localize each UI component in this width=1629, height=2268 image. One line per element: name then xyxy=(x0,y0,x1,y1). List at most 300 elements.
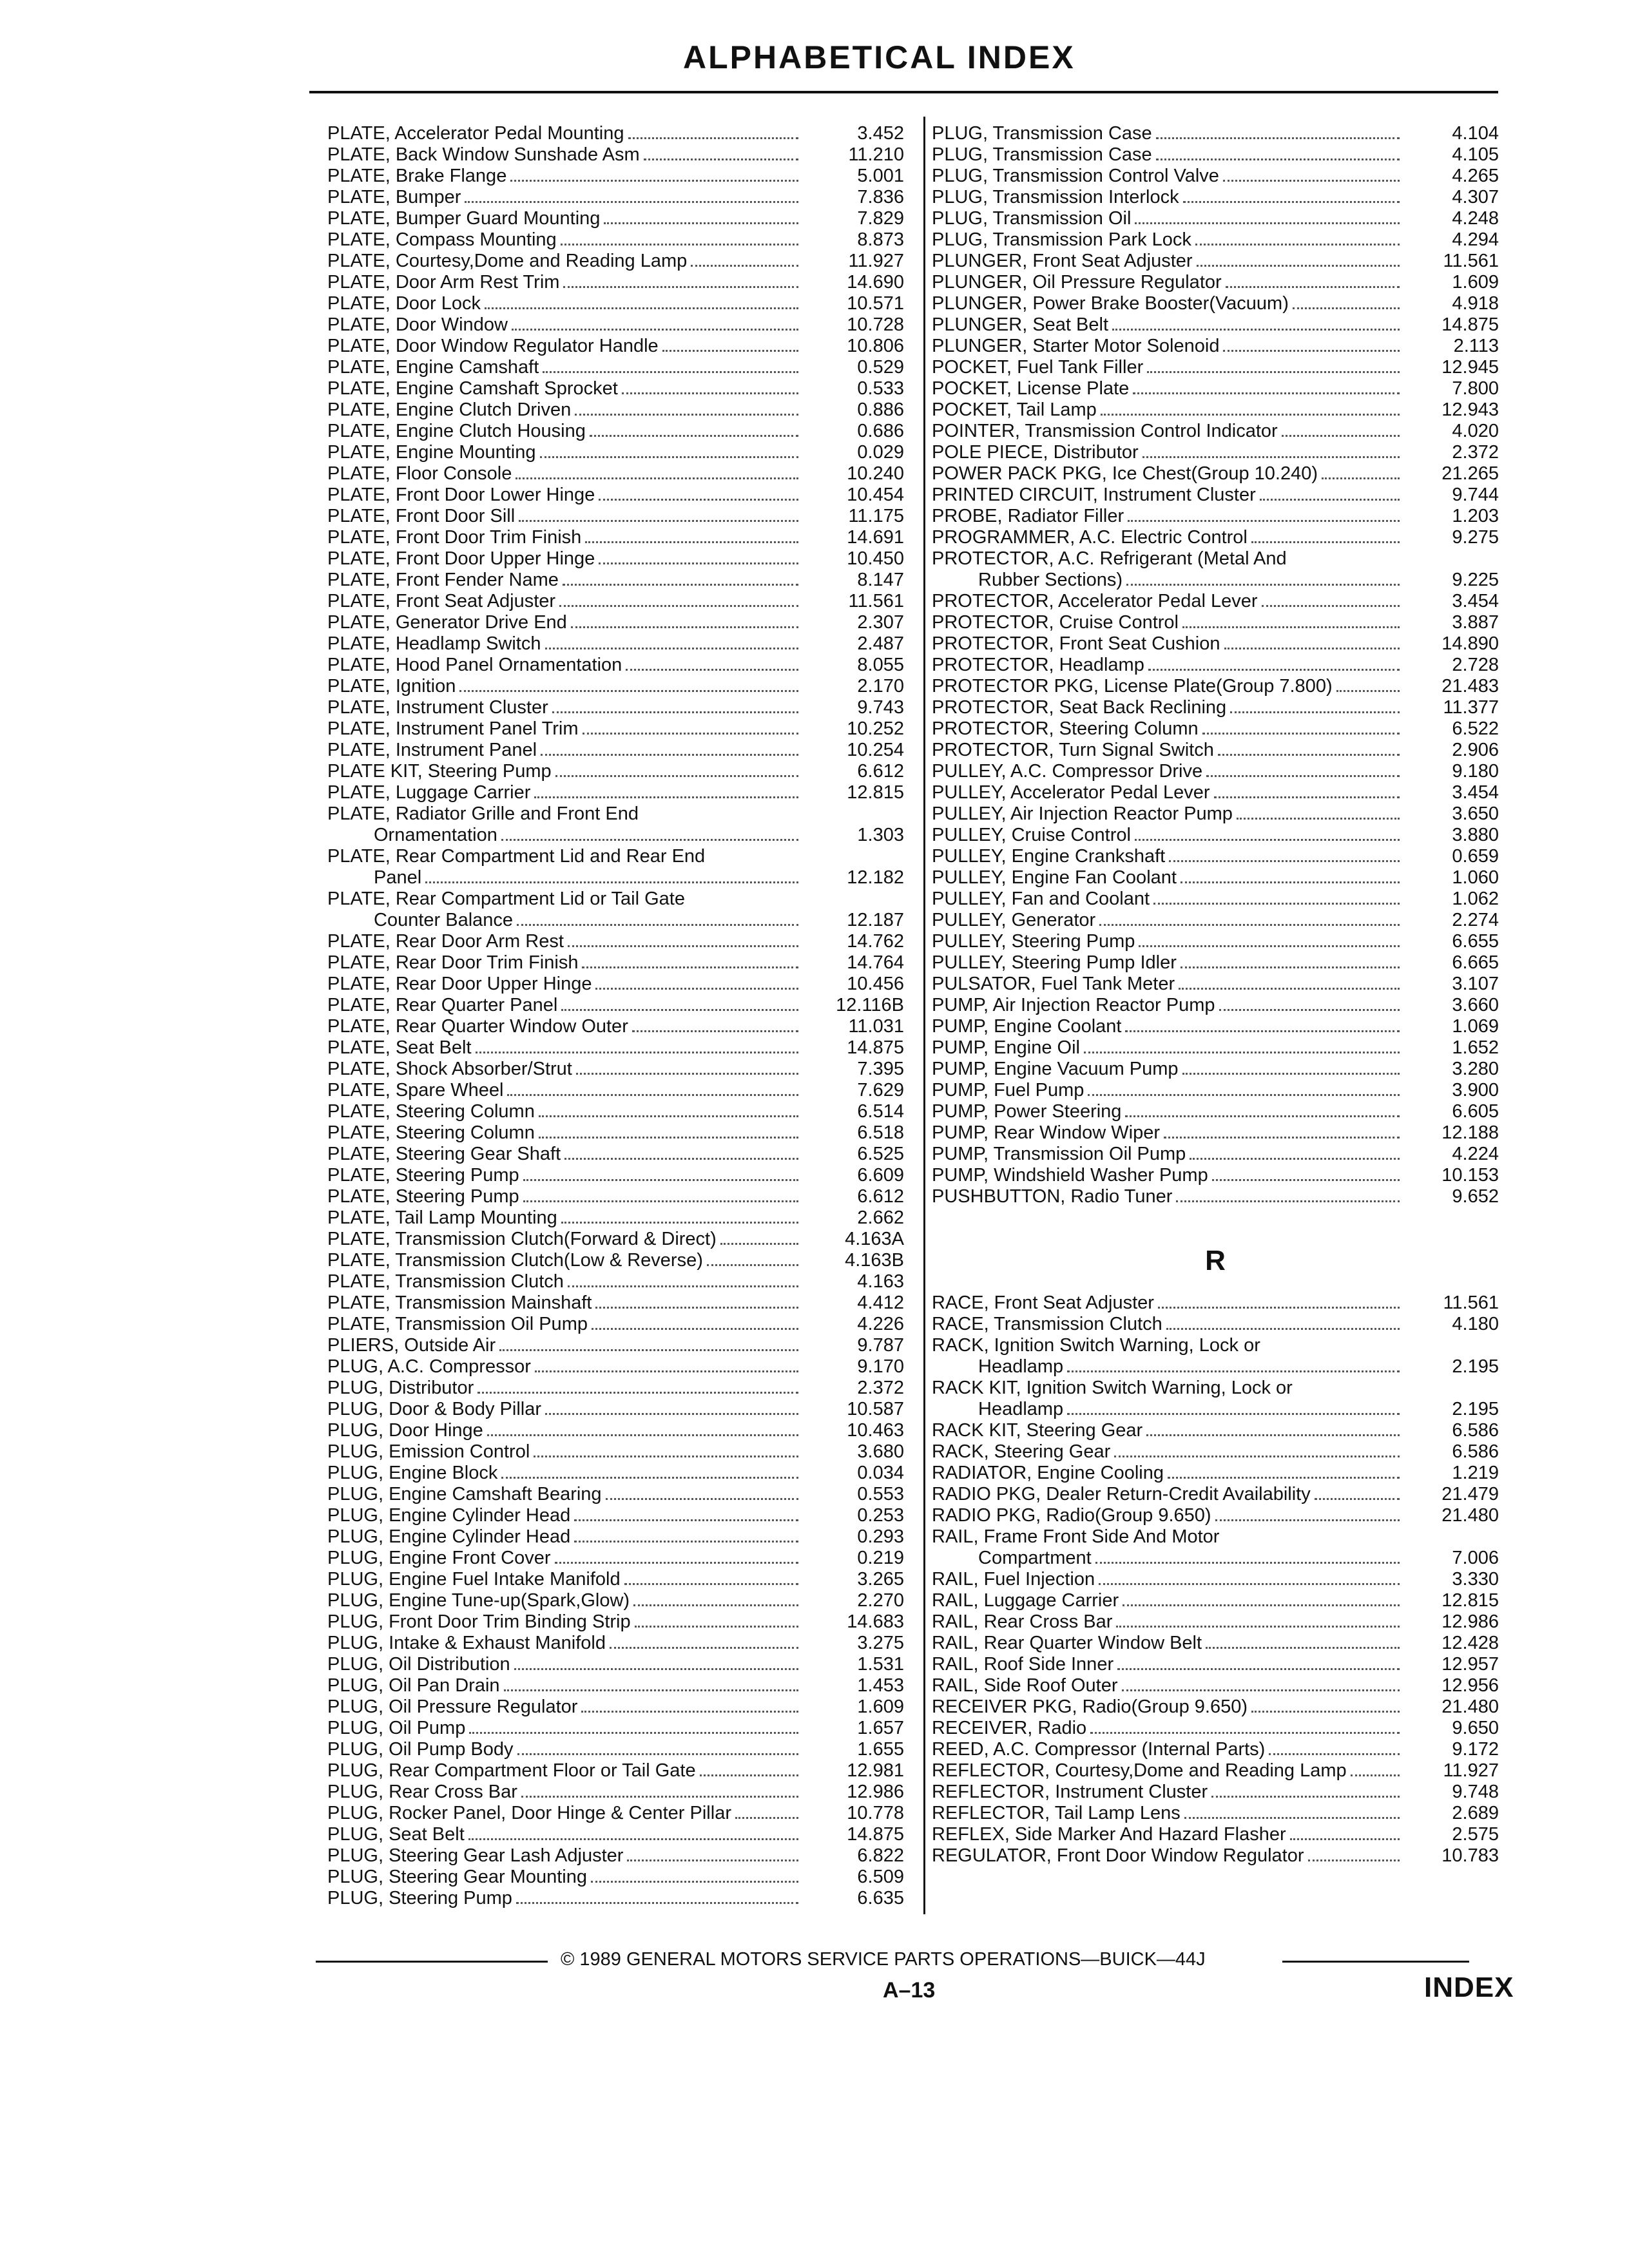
index-entry xyxy=(327,506,904,527)
index-entry xyxy=(932,633,1499,655)
entry-text: PROTECTOR, Headlamp xyxy=(932,655,1144,675)
leader-dots xyxy=(512,314,798,331)
entry-text: RECEIVER, Radio xyxy=(932,1718,1087,1738)
leader-dots xyxy=(1117,1654,1400,1670)
entry-text: PLATE KIT, Steering Pump xyxy=(327,761,552,782)
leader-dots xyxy=(1112,314,1400,331)
entry-text: PLATE, Compass Mounting xyxy=(327,229,557,250)
entry-text: PLATE, Bumper Guard Mounting xyxy=(327,208,601,229)
entry-page: 4.918 xyxy=(1452,293,1499,314)
entry-text: PLUG, Transmission Interlock xyxy=(932,187,1179,207)
leader-dots xyxy=(545,633,799,649)
leader-dots xyxy=(1195,229,1400,245)
leader-dots xyxy=(1223,1526,1400,1541)
entry-page: 0.686 xyxy=(857,421,904,441)
index-entry xyxy=(327,1059,904,1080)
index-entry xyxy=(932,1378,1499,1399)
page-title: ALPHABETICAL INDEX xyxy=(683,39,1075,75)
entry-text: PLATE, Engine Clutch Housing xyxy=(327,421,586,441)
leader-dots xyxy=(514,1654,798,1670)
leader-dots xyxy=(425,867,798,883)
leader-dots xyxy=(1156,123,1400,139)
index-entry xyxy=(327,1378,904,1399)
entry-text: PLUG, Engine Fuel Intake Manifold xyxy=(327,1569,621,1590)
leader-dots xyxy=(700,1760,798,1776)
entry-text: PLATE, Instrument Panel Trim xyxy=(327,718,579,739)
entry-page: 3.660 xyxy=(1452,995,1499,1015)
leader-dots xyxy=(1202,718,1400,735)
entry-page: 12.986 xyxy=(1441,1611,1499,1632)
entry-text: PLUG, Transmission Oil xyxy=(932,208,1132,229)
entry-text: RAIL, Rear Cross Bar xyxy=(932,1611,1113,1632)
entry-page: 14.890 xyxy=(1441,633,1499,654)
entry-text: PLUG, Steering Pump xyxy=(327,1888,512,1908)
entry-page: 1.060 xyxy=(1452,867,1499,888)
leader-dots xyxy=(1125,1101,1400,1117)
entry-text: PLUG, Rear Cross Bar xyxy=(327,1782,517,1802)
entry-page: 11.561 xyxy=(1443,1293,1499,1313)
leader-dots xyxy=(1223,166,1400,182)
entry-page: 1.652 xyxy=(1452,1037,1499,1058)
index-entry xyxy=(327,251,904,272)
index-entry xyxy=(932,676,1499,697)
entry-page: 4.265 xyxy=(1452,166,1499,186)
index-entry xyxy=(932,378,1499,399)
leader-dots xyxy=(1351,1760,1400,1776)
entry-page: 4.224 xyxy=(1452,1144,1499,1164)
entry-page: 2.689 xyxy=(1452,1803,1499,1823)
entry-text: PLATE, Seat Belt xyxy=(327,1037,472,1058)
entry-text: PLUG, Transmission Park Lock xyxy=(932,229,1191,250)
index-entry xyxy=(327,1739,904,1760)
index-entry xyxy=(932,1293,1499,1314)
leader-dots xyxy=(555,761,798,777)
leader-dots xyxy=(1190,1144,1400,1160)
entry-page: 6.612 xyxy=(857,1186,904,1207)
entry-page: 10.571 xyxy=(847,293,904,314)
entry-text: PLATE, Transmission Clutch(Low & Reverse) xyxy=(327,1250,703,1271)
entry-text: PLATE, Steering Pump xyxy=(327,1186,519,1207)
leader-dots xyxy=(499,1335,798,1351)
index-entry xyxy=(932,1760,1499,1782)
entry-text: PUMP, Engine Oil xyxy=(932,1037,1080,1058)
index-entry xyxy=(327,1101,904,1122)
leader-dots xyxy=(1095,1548,1400,1564)
entry-text: PULLEY, Fan and Coolant xyxy=(932,889,1150,909)
entry-text: PLATE, Headlamp Switch xyxy=(327,633,541,654)
leader-dots xyxy=(707,1250,798,1266)
index-entry xyxy=(327,1186,904,1207)
index-entry xyxy=(932,187,1499,208)
entry-page: 10.456 xyxy=(847,974,904,994)
entry-page: 1.609 xyxy=(1452,272,1499,293)
entry-page: 3.680 xyxy=(857,1441,904,1462)
leader-dots xyxy=(1269,1739,1400,1755)
leader-dots xyxy=(720,1229,798,1245)
entry-text: PLUG, Seat Belt xyxy=(327,1824,465,1845)
entry-text: Headlamp xyxy=(978,1399,1064,1419)
entry-text: PLATE, Back Window Sunshade Asm xyxy=(327,144,640,165)
entry-page: 0.293 xyxy=(857,1526,904,1547)
entry-text: PROTECTOR, Steering Column xyxy=(932,718,1199,739)
index-entry xyxy=(327,527,904,548)
leader-dots xyxy=(1125,1016,1400,1032)
leader-dots xyxy=(691,251,798,267)
index-entry xyxy=(327,1782,904,1803)
entry-text: PLUG, A.C. Compressor xyxy=(327,1356,531,1377)
entry-page: 3.275 xyxy=(857,1633,904,1653)
entry-page: 3.330 xyxy=(1452,1569,1499,1590)
entry-page: 2.195 xyxy=(1452,1399,1499,1419)
leader-dots xyxy=(1135,825,1400,841)
index-entry xyxy=(932,1122,1499,1144)
leader-dots xyxy=(1099,1569,1400,1585)
entry-text: PLATE, Front Fender Name xyxy=(327,570,559,590)
entry-text: PULLEY, Accelerator Pedal Lever xyxy=(932,782,1210,803)
entry-text: PLATE, Front Door Trim Finish xyxy=(327,527,582,548)
entry-page: 10.587 xyxy=(847,1399,904,1419)
entry-text: PLATE, Bumper xyxy=(327,187,461,207)
index-entry xyxy=(327,336,904,357)
entry-page: 7.629 xyxy=(857,1080,904,1100)
index-entry xyxy=(327,1569,904,1590)
entry-page: 12.981 xyxy=(847,1760,904,1781)
entry-page: 12.428 xyxy=(1441,1633,1499,1653)
index-entry xyxy=(932,1420,1499,1441)
entry-page: 11.561 xyxy=(848,591,904,611)
entry-page: 3.454 xyxy=(1452,782,1499,803)
footer-rule-right xyxy=(1282,1961,1469,1963)
entry-text: PUMP, Fuel Pump xyxy=(932,1080,1084,1100)
index-entry xyxy=(327,208,904,229)
entry-page: 9.743 xyxy=(857,697,904,718)
entry-page: 3.887 xyxy=(1452,612,1499,633)
entry-text: PROTECTOR, Turn Signal Switch xyxy=(932,740,1214,760)
leader-dots xyxy=(559,591,798,607)
index-entry xyxy=(932,527,1499,548)
entry-text: PLUG, Intake & Exhaust Manifold xyxy=(327,1633,606,1653)
entry-text: PROTECTOR, Seat Back Reclining xyxy=(932,697,1227,718)
leader-dots xyxy=(1237,803,1400,820)
leader-dots xyxy=(1158,1293,1400,1309)
index-entry xyxy=(932,1718,1499,1739)
entry-page: 6.665 xyxy=(1452,952,1499,973)
entry-page: 3.650 xyxy=(1452,803,1499,824)
leader-dots xyxy=(571,612,798,628)
entry-text: PLATE, Transmission Oil Pump xyxy=(327,1314,588,1334)
index-entry xyxy=(932,889,1499,910)
leader-dots xyxy=(517,1739,799,1755)
leader-dots xyxy=(1126,570,1400,586)
section-name: INDEX xyxy=(1424,1972,1514,2003)
leader-dots xyxy=(604,208,798,224)
leader-dots xyxy=(1168,1463,1400,1479)
leader-dots xyxy=(574,1505,798,1521)
index-entry xyxy=(932,910,1499,931)
entry-page: 4.294 xyxy=(1452,229,1499,250)
index-entry xyxy=(932,1505,1499,1526)
entry-page: 14.875 xyxy=(847,1037,904,1058)
entry-text: PLATE, Door Lock xyxy=(327,293,481,314)
entry-text: PLUG, Engine Tune-up(Spark,Glow) xyxy=(327,1590,630,1611)
entry-page: 9.748 xyxy=(1452,1782,1499,1802)
entry-text: PLUG, Oil Pressure Regulator xyxy=(327,1696,578,1717)
leader-dots xyxy=(507,1080,798,1096)
leader-dots xyxy=(632,1016,798,1032)
leader-dots xyxy=(1067,1356,1400,1372)
leader-dots xyxy=(568,1271,798,1287)
index-entry xyxy=(932,1590,1499,1611)
entry-page: 2.113 xyxy=(1453,336,1499,356)
leader-dots xyxy=(545,1399,798,1415)
leader-dots xyxy=(583,718,799,735)
index-entry xyxy=(327,399,904,421)
entry-text: PLATE, Courtesy,Dome and Reading Lamp xyxy=(327,251,688,271)
index-entry xyxy=(327,676,904,697)
entry-text: RAIL, Frame Front Side And Motor xyxy=(932,1526,1220,1547)
leader-dots xyxy=(543,357,798,373)
entry-text: PROTECTOR, Cruise Control xyxy=(932,612,1179,633)
entry-text: RADIATOR, Engine Cooling xyxy=(932,1463,1164,1483)
index-entry xyxy=(327,697,904,718)
index-entry xyxy=(327,782,904,803)
entry-page: 0.219 xyxy=(857,1548,904,1568)
entry-text: Headlamp xyxy=(978,1356,1064,1377)
footer-rule-left xyxy=(316,1961,548,1963)
leader-dots xyxy=(501,1463,798,1479)
leader-dots xyxy=(521,1782,798,1798)
leader-dots xyxy=(1251,1696,1400,1713)
index-entry xyxy=(932,1080,1499,1101)
index-entry xyxy=(932,1101,1499,1122)
entry-page: 3.880 xyxy=(1452,825,1499,845)
index-entry xyxy=(327,974,904,995)
entry-text: PLUG, Rocker Panel, Door Hinge & Center Pillar xyxy=(327,1803,731,1823)
index-entry xyxy=(327,442,904,463)
entry-text: PULLEY, A.C. Compressor Drive xyxy=(932,761,1203,782)
entry-page: 12.116B xyxy=(836,995,904,1015)
entry-page: 12.957 xyxy=(1441,1654,1499,1675)
index-entry xyxy=(327,485,904,506)
entry-page: 3.265 xyxy=(857,1569,904,1590)
leader-dots xyxy=(1148,655,1400,671)
index-entry xyxy=(327,1293,904,1314)
index-entry xyxy=(932,144,1499,166)
entry-page: 2.270 xyxy=(857,1590,904,1611)
leader-dots xyxy=(1315,1484,1400,1500)
entry-text: PLUG, Engine Camshaft Bearing xyxy=(327,1484,602,1504)
leader-dots xyxy=(709,846,798,860)
entry-text: PUSHBUTTON, Radio Tuner xyxy=(932,1186,1173,1207)
index-entry xyxy=(327,1122,904,1144)
entry-page: 12.956 xyxy=(1441,1675,1499,1696)
entry-text: Panel xyxy=(374,867,422,888)
index-entry xyxy=(327,1335,904,1356)
entry-page: 6.586 xyxy=(1452,1420,1499,1441)
index-entry xyxy=(932,293,1499,314)
entry-text: RADIO PKG, Radio(Group 9.650) xyxy=(932,1505,1211,1526)
entry-text: PLUG, Emission Control xyxy=(327,1441,530,1462)
index-entry xyxy=(932,357,1499,378)
index-entry xyxy=(327,314,904,336)
entry-text: PLATE, Engine Camshaft Sprocket xyxy=(327,378,618,399)
index-entry xyxy=(932,166,1499,187)
index-entry xyxy=(327,1867,904,1888)
entry-page: 2.195 xyxy=(1452,1356,1499,1377)
entry-text: PLATE, Floor Console xyxy=(327,463,512,484)
left-column xyxy=(327,123,904,1909)
entry-text: PLUNGER, Power Brake Booster(Vacuum) xyxy=(932,293,1289,314)
index-entry xyxy=(327,1165,904,1186)
entry-page: 4.180 xyxy=(1452,1314,1499,1334)
leader-dots xyxy=(1206,1633,1400,1649)
p-entries xyxy=(932,123,1499,1207)
leader-dots xyxy=(1147,357,1400,373)
index-entry xyxy=(327,1229,904,1250)
leader-dots xyxy=(1084,1037,1400,1053)
leader-dots xyxy=(735,1803,798,1819)
leader-dots xyxy=(1156,144,1400,160)
leader-dots xyxy=(469,1718,798,1734)
index-entry xyxy=(932,1463,1499,1484)
entry-page: 14.875 xyxy=(847,1824,904,1845)
entry-page: 21.480 xyxy=(1441,1505,1499,1526)
index-entry xyxy=(932,1165,1499,1186)
entry-text: PLATE, Instrument Cluster xyxy=(327,697,548,718)
entry-text: PLATE, Engine Mounting xyxy=(327,442,536,463)
entry-text: RAIL, Rear Quarter Window Belt xyxy=(932,1633,1202,1653)
entry-page: 1.203 xyxy=(1452,506,1499,526)
index-entry xyxy=(932,995,1499,1016)
entry-page: 9.787 xyxy=(857,1335,904,1356)
index-entry xyxy=(327,740,904,761)
index-entry xyxy=(932,1696,1499,1718)
leader-dots xyxy=(1116,1611,1400,1628)
leader-dots xyxy=(591,1867,798,1883)
entry-page: 6.525 xyxy=(857,1144,904,1164)
entry-page: 2.662 xyxy=(857,1207,904,1228)
title-rule xyxy=(309,91,1498,93)
entry-page: 3.107 xyxy=(1452,974,1499,994)
index-entry xyxy=(327,1250,904,1271)
entry-page: 11.927 xyxy=(848,251,904,271)
entry-text: PULLEY, Steering Pump Idler xyxy=(932,952,1177,973)
leader-dots xyxy=(534,782,798,798)
entry-text: REFLEX, Side Marker And Hazard Flasher xyxy=(932,1824,1286,1845)
index-entry xyxy=(932,1186,1499,1207)
spacer xyxy=(932,1207,1499,1229)
leader-dots xyxy=(1336,676,1400,692)
leader-dots xyxy=(517,910,798,926)
index-entry xyxy=(327,1696,904,1718)
entry-text: REED, A.C. Compressor (Internal Parts) xyxy=(932,1739,1266,1760)
index-entry xyxy=(327,867,904,889)
index-entry xyxy=(932,1611,1499,1633)
entry-page: 14.691 xyxy=(847,527,904,548)
entry-text: PLUG, Oil Pan Drain xyxy=(327,1675,500,1696)
entry-text: PLUG, Engine Front Cover xyxy=(327,1548,551,1568)
entry-page: 3.452 xyxy=(857,123,904,144)
leader-dots xyxy=(1139,931,1400,947)
leader-dots xyxy=(1212,1165,1400,1181)
entry-text: PLUG, Transmission Case xyxy=(932,123,1152,144)
index-entry xyxy=(932,1484,1499,1505)
leader-dots xyxy=(627,1845,798,1861)
index-entry xyxy=(327,421,904,442)
index-entry xyxy=(327,570,904,591)
entry-page: 10.254 xyxy=(847,740,904,760)
entry-page: 5.001 xyxy=(857,166,904,186)
entry-text: REFLECTOR, Instrument Cluster xyxy=(932,1782,1208,1802)
index-entry xyxy=(327,612,904,633)
entry-text: PLATE, Tail Lamp Mounting xyxy=(327,1207,557,1228)
entry-page: 4.163 xyxy=(857,1271,904,1292)
entry-page: 0.659 xyxy=(1452,846,1499,867)
entry-page: 9.275 xyxy=(1452,527,1499,548)
index-entry xyxy=(932,442,1499,463)
index-entry xyxy=(932,803,1499,825)
index-entry xyxy=(932,399,1499,421)
leader-dots xyxy=(539,1122,798,1139)
entry-page: 6.612 xyxy=(857,761,904,782)
entry-page: 14.762 xyxy=(847,931,904,952)
leader-dots xyxy=(501,825,798,841)
entry-text: PLATE, Brake Flange xyxy=(327,166,507,186)
entry-text: PULLEY, Air Injection Reactor Pump xyxy=(932,803,1233,824)
entry-text: PLUG, Distributor xyxy=(327,1378,474,1398)
index-entry xyxy=(327,1611,904,1633)
entry-text: Ornamentation xyxy=(374,825,497,845)
entry-page: 6.518 xyxy=(857,1122,904,1143)
entry-text: PLATE, Transmission Clutch xyxy=(327,1271,564,1292)
entry-text: PLATE, Spare Wheel xyxy=(327,1080,504,1100)
index-entry xyxy=(932,123,1499,144)
leader-dots xyxy=(1262,591,1400,607)
index-entry xyxy=(932,1654,1499,1675)
leader-dots xyxy=(1264,1335,1400,1349)
entry-text: PLATE, Door Arm Rest Trim xyxy=(327,272,560,293)
entry-page: 14.690 xyxy=(847,272,904,293)
index-entry xyxy=(327,1399,904,1420)
leader-dots xyxy=(1101,399,1400,416)
entry-text: REFLECTOR, Courtesy,Dome and Reading Lamp xyxy=(932,1760,1347,1781)
entry-page: 3.454 xyxy=(1452,591,1499,611)
leader-dots xyxy=(592,1314,798,1330)
index-entry xyxy=(327,463,904,485)
leader-dots xyxy=(1184,1803,1400,1819)
entry-page: 10.454 xyxy=(847,485,904,505)
entry-text: PROBE, Radiator Filler xyxy=(932,506,1124,526)
index-entry xyxy=(327,1803,904,1824)
leader-dots xyxy=(1206,761,1400,777)
entry-page: 0.034 xyxy=(857,1463,904,1483)
index-entry xyxy=(327,1314,904,1335)
leader-dots xyxy=(516,1888,798,1904)
entry-page: 2.372 xyxy=(857,1378,904,1398)
entry-page: 14.875 xyxy=(1441,314,1499,335)
index-entry xyxy=(932,1144,1499,1165)
entry-page: 1.062 xyxy=(1452,889,1499,909)
index-entry xyxy=(932,570,1499,591)
leader-dots xyxy=(564,1144,798,1160)
entry-page: 2.274 xyxy=(1452,910,1499,930)
entry-page: 2.487 xyxy=(857,633,904,654)
leader-dots xyxy=(1166,1314,1400,1330)
leader-dots xyxy=(1181,952,1400,968)
leader-dots xyxy=(1090,1718,1400,1734)
entry-text: PLATE, Ignition xyxy=(327,676,456,697)
leader-dots xyxy=(541,740,798,756)
